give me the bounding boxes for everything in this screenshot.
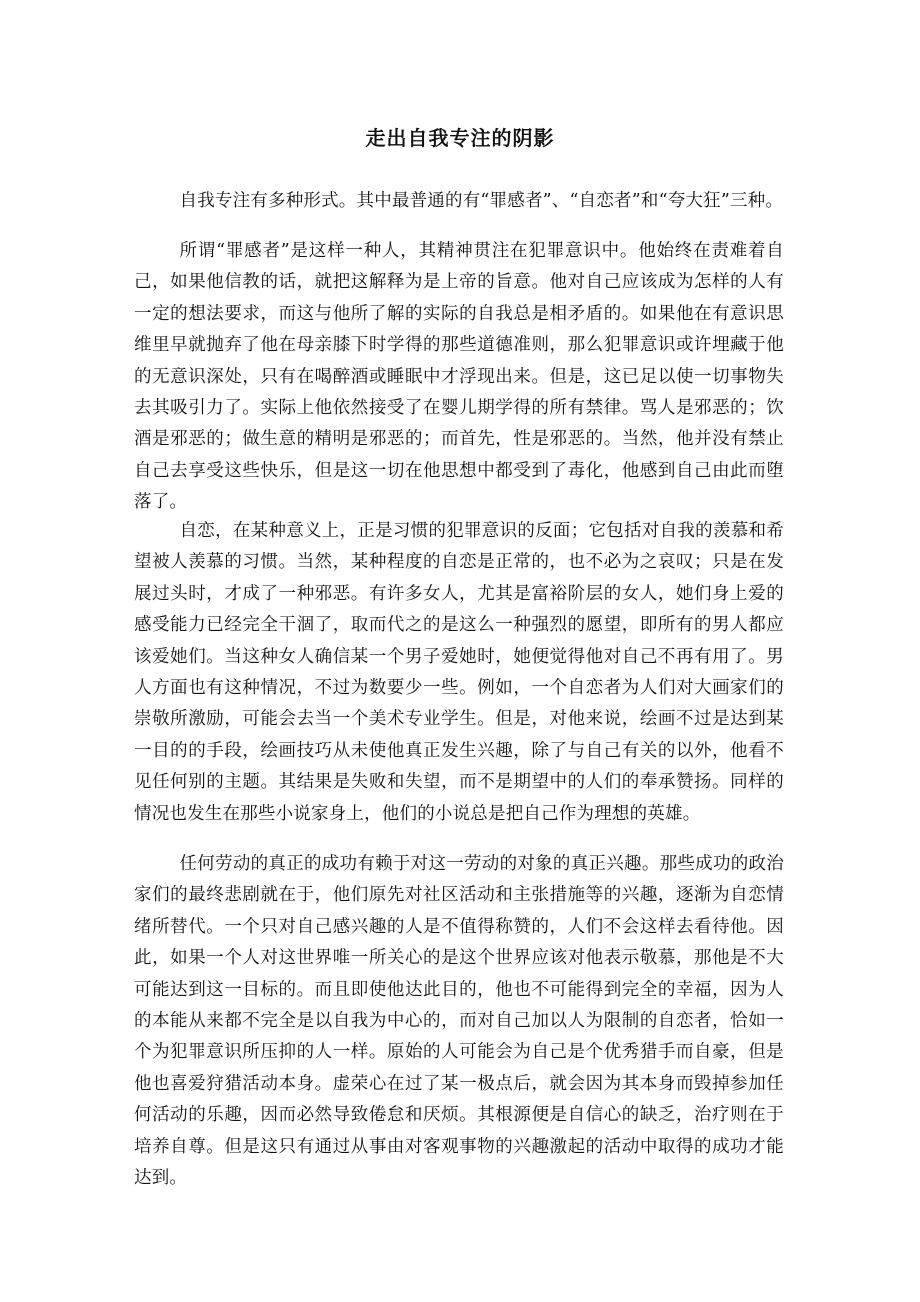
paragraph-guilt-sense: 所谓“罪感者”是这样一种人，其精神贯注在犯罪意识中。他始终在责难着自己，如果他信教的话，就把这解释为是上帝的旨意。他对自己应该成为怎样的人有一定的想法要求，而这与他所了解的实际的自我总是相矛盾的。如果他在有意识思维里早就抛弃了他在母亲膝下时学得的那些道德准则，那么犯罪意识或许埋藏于他的无意识深处，只有在喝醉酒或睡眠中才浮现出来。但是，这已足以使一切事物失去其吸引力了。实际上他依然接受了在婴儿期学得的所有禁律。骂人是邪恶的；饮酒是邪恶的；做生意的精明是邪恶的；而首先，性是邪恶的。当然，他并没有禁止自己去享受这些快乐，但是这一切在他思想中都受到了毒化，他感到自己由此而堕落了。 xyxy=(134,241,784,513)
document-title: 走出自我专注的阴影 xyxy=(365,126,555,150)
paragraph-success-interest: 任何劳动的真正的成功有赖于对这一劳动的对象的真正兴趣。那些成功的政治家们的最终悲剧就在于，他们原先对社区活动和主张措施等的兴趣，逐渐为自恋情绪所替代。一个只对自己感兴趣的人是不值得称赞的，人们不会这样去看待他。因此，如果一个人对这世界唯一所关心的是这个世界应该对他表示敬慕，那他是不大可能达到这一目标的。而且即使他达此目的，他也不可能得到完全的幸福，因为人的本能从来都不完全是以自我为中心的，而对自己加以人为限制的自恋者，恰如一个为犯罪意识所压抑的人一样。原始的人可能会为自己是个优秀猎手而自豪，但是他也喜爱狩猎活动本身。虚荣心在过了某一极点后，就会因为其本身而毁掉参加任何活动的乐趣，因而必然导致倦怠和厌烦。其根源便是自信心的缺乏，治疗则在于培养自尊。但是这只有通过从事由对客观事物的兴趣激起的活动中取得的成功才能达到。 xyxy=(134,854,784,1189)
paragraph-narcissism: 自恋，在某种意义上，正是习惯的犯罪意识的反面；它包括对自我的羡慕和希望被人羡慕的习惯。当然，某种程度的自恋是正常的，也不必为之哀叹；只是在发展过头时，才成了一种邪恶。有许多女人，尤其是富裕阶层的女人，她们身上爱的感受能力已经完全干涸了，取而代之的是这么一种强烈的愿望，即所有的男人都应该爱她们。当这种女人确信某一个男子爱她时，她便觉得他对自己不再有用了。男人方面也有这种情况，不过为数要少一些。例如，一个自恋者为人们对大画家们的崇敬所激励，可能会去当一个美术专业学生。但是，对他来说，绘画不过是达到某一目的的手段，绘画技巧从未使他真正发生兴趣，除了与自己有关的以外，他看不见任何别的主题。其结果是失败和失望，而不是期望中的人们的奉承赞扬。同样的情况也发生在那些小说家身上，他们的小说总是把自己作为理想的英雄。 xyxy=(134,521,784,824)
paragraph-intro: 自我专注有多种形式。其中最普通的有“罪感者”、“自恋者”和“夸大狂”三种。 xyxy=(179,191,784,211)
